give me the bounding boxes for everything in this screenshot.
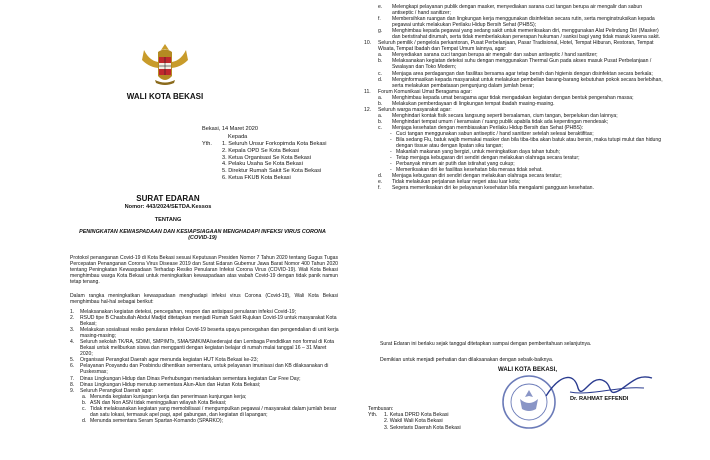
bullet-item: - Cuci tangan menggunakan sabun antiseptic / hand sanitizer setelah selesai beraktifitas; bbox=[390, 130, 594, 137]
right-instruction-list bbox=[364, 4, 664, 191]
sub-list-item: d. Menjaga kebugaran diri sendiri dengan melakukan olahraga secara teratur; bbox=[378, 173, 562, 180]
list-item: 11. Forum Komunikasi Umat Beragama agar: bbox=[364, 88, 472, 95]
left-instruction-list bbox=[70, 309, 340, 424]
recipient-list bbox=[222, 141, 326, 182]
list-item: 9. Seluruh Perangkat Daerah agar: bbox=[70, 387, 154, 394]
sub-list-item: f. Segera memeriksakan diri ke pelayanan kesehatan bila mengalami gangguan kesehatan. bbox=[378, 185, 594, 192]
list-item: 4. Seluruh sekolah TK/RA, SD/MI, SMP/MTs, SMA/SMK/MA/sederajat dan Lembaga Pendidikan non formal di Kota Bekasi untuk meliburkan siswa dan mengganti dengan kegiatan belajar di rumah mulai tanggal 16 – 31 Maret 2020; bbox=[70, 339, 335, 358]
closing-paragraph: Surat Edaran ini berlaku sejak tanggal ditetapkan sampai dengan pemberitahuan selanjutnya. bbox=[380, 341, 592, 347]
list-item: 2. RSUD tipe B Chasbullah Abdul Madjid ditetapkan menjadi Rumah Sakit Rujukan Covid-19 untuk masyarakat Kota Bekasi; bbox=[70, 315, 337, 328]
yth-label: Yth. bbox=[202, 141, 212, 147]
list-item: 7. Dinas Lingkungan Hidup dan Dinas Perhubungan meniadakan sementara kegiatan Car Free Day; bbox=[70, 375, 301, 382]
sub-list-item: a. Menghimbau kepada umat beragama agar tidak mengadakan kegiatan dengan bentuk pengerahan massa; bbox=[378, 94, 634, 101]
sub-list-item: a. Menunda kegiatan kunjungan kerja dan penerimaan kunjungan kerja; bbox=[82, 393, 247, 400]
bullet-item: - Perbanyak minum air putih dan istirahat yang cukup; bbox=[390, 161, 515, 168]
letter-subject: PENINGKATAN KEWASPADAAN DAN KESIAPSIAGAAN MENGHADAPI INFEKSI VIRUS CORONA (COVID-19) bbox=[79, 229, 326, 242]
bullet-item: - Makanlah makanan yang bergizi, untuk meningkatkan daya tahan tubuh; bbox=[390, 149, 560, 156]
sub-list-item: b. Melaksanakan kegiatan deteksi suhu dengan menggunakan Thermal Gun pada akses masuk Pusat Perbelanjaan / Swalayan dan Toko Modern; bbox=[378, 58, 652, 71]
sub-list-item: e. Melengkapi pelayanan publik dengan masker, menyediakan sarana cuci tangan berupa air mengalir dan sabun antiseptic / hand sanitizer; bbox=[378, 4, 643, 17]
tembusan-item: 1. Ketua DPRD Kota Bekasi bbox=[384, 412, 449, 419]
list-item: 1. Melaksanakan kegiatan deteksi, pencegahan, respon dan antisipasi penularan infeksi Covid-19; bbox=[70, 309, 297, 315]
list-item: 3. Melakukan sosialisasi resiko penularan infeksi Covid-19 beserta upaya pencegahan dan pengendalian di unit kerja masing-masing; bbox=[70, 327, 339, 340]
sub-list-item: a. Menyediakan sarana cuci tangan berupa air mengalir dan sabun antiseptic / hand sanitizer; bbox=[378, 52, 598, 59]
recipient-item: 2. Kepala OPD Se Kota Bekasi bbox=[222, 147, 300, 154]
recipient-item: 5. Direktur Rumah Sakit Se Kota Bekasi bbox=[222, 168, 322, 175]
sub-list-item: c. Tidak melaksanakan kegiatan yang memobilisasi / mengumpulkan pegawai / masyarakat dalam jumlah besar dan satu lokasi, termasuk apel pagi, apel gabungan, dan kegiatan di lapangan; bbox=[82, 405, 337, 418]
letter-title: SURAT EDARAN bbox=[136, 194, 200, 203]
tembusan-label: Tembusan: bbox=[368, 406, 394, 412]
kepada-label: Kepada bbox=[228, 134, 248, 140]
opening-paragraph: Protokol penanganan Covid-19 di Kota Bekasi sesuai Keputusan Presiden Nomor 7 Tahun 2020 tentang Gugus Tugas Percepatan Penanganan Corona Virus Disease 2019 dan Surat Edaran Gubernur Jawa Barat Nomor 400 Tahun 2020 tentang Peningkatan Kewaspadaan Terhadap Resiko Penularan Infeksi Corona Virus (COVID-19). Wali Kota Bekasi menghimbau warga Kota Bekasi untuk meningkatkan kewaspadaan atas wabah Covid-19 dengan tidak panik namun tetap tenang. bbox=[70, 255, 338, 286]
recipient-item: 6. Ketua FKUB Kota Bekasi bbox=[222, 174, 291, 181]
garuda-emblem-icon bbox=[138, 40, 192, 88]
tembusan-yth: Yth. bbox=[368, 412, 378, 419]
signatory-title: WALI KOTA BEKASI, bbox=[498, 367, 557, 373]
letter-number: Nomor: 443/2024/SETDA.Kessos bbox=[124, 204, 212, 210]
sub-list-item: g. Menghimbau kepada pegawai yang sedang sakit untuk memeriksakan diri, menggunakan Alat Pelindung Diri (Masker) dan beristirahat dirumah, serta tidak memberlakukan penerapan hukuman / sanksi bagi yang tidak masuk karena sakit. bbox=[378, 28, 661, 41]
sub-list-item: f. Membersihkan ruangan dan lingkungan kerja menggunakan disinfektan secara rutin, serta menginstruksikan kepada pegawai untuk melakukan Perilaku Hidup Bersih Sehat (PHBS); bbox=[378, 16, 655, 29]
letterhead-title: WALI KOTA BEKASI bbox=[126, 92, 204, 101]
list-item: 12. Seluruh warga masyarakat agar: bbox=[364, 106, 452, 113]
bullet-item: - Memeriksakan diri ke fasilitas kesehatan bila merasa tidak sehat. bbox=[390, 167, 543, 174]
tentang-label: TENTANG bbox=[154, 217, 182, 223]
sub-list-item: a. Menghindari kontak fisik secara langsung seperti bersalaman, cium tangan, berpelukan dan lainnya; bbox=[378, 112, 618, 119]
intro-paragraph: Dalam rangka meningkatkan kewaspadaan menghadapi infeksi virus Corona (Covid-19), Wali Kota Bekasi menghimbau hal-hal sebagai berikut: bbox=[70, 293, 338, 306]
tembusan-items bbox=[384, 412, 461, 431]
sub-list-item: b. Menghindari tempat umum / keramaian / ruang publik apabila tidak ada kepentingan mendesak; bbox=[378, 118, 609, 125]
signatory-name: Dr. RAHMAT EFFENDI bbox=[570, 396, 629, 402]
bullet-item: - Bila sedang Flu, batuk wajib memakai masker dan bila tiba-tiba akan batuk atau bersin, maka tutupi mulut dan hidung dengan tissue atau dengan lipatan siku tangan; bbox=[390, 137, 662, 150]
list-item: 8. Dinas Lingkungan Hidup menutup sementara Alun-Alun dan Hutan Kota Bekasi; bbox=[70, 381, 261, 388]
bullet-item: - Tetap menjaga kebugaran diri sendiri dengan melakukan olahraga secara teratur; bbox=[390, 155, 580, 162]
sub-list-item: d. Menunda sementara Seram Spartan-Komando (SPARKO); bbox=[82, 417, 223, 424]
list-item: 5. Organisasi Perangkat Daerah agar menunda kegiatan HUT Kota Bekasi ke-23; bbox=[70, 357, 259, 364]
list-item: 10. Seluruh pemilik / pengelola perkantoran, Pusat Perbelanjaan, Pasar Tradisional, Hotel, Tempat Hiburan, Restoran, Tempat Wisata, Tempat Ibadah dan Tempat Umum lainnya, agar: bbox=[364, 40, 654, 53]
closing-statement: Demikian untuk menjadi perhatian dan dilaksanakan dengan sebaik-baiknya. bbox=[380, 357, 554, 363]
tembusan-item: 3. Sekretaris Daerah Kota Bekasi bbox=[384, 424, 461, 431]
recipient-item: 1. Seluruh Unsur Forkopimda Kota Bekasi bbox=[222, 141, 327, 147]
sub-list-item: b. Melakukan pemberdayaan di lingkungan tempat ibadah masing-masing. bbox=[378, 100, 555, 107]
sub-list-item: b. ASN dan Non ASN tidak meninggalkan wilayah Kota Bekasi; bbox=[82, 399, 227, 406]
sub-list-item: e. Tidak melakukan perjalanan keluar negeri atau luar kota; bbox=[378, 179, 521, 186]
tembusan-list bbox=[368, 412, 461, 431]
sub-list-item: c. Menjaga kesehatan dengan membiasakan Perilaku Hidup Bersih dan Sehat (PHBS): bbox=[378, 124, 584, 131]
sub-list-item: c. Menjaga area perdagangan dan fasilitas bersama agar tetap bersih dan higienis dengan disinfektan secara berkala; bbox=[378, 70, 653, 77]
sub-list-item: d. Menginformasikan kepada masyarakat untuk melakukan pembelian barang-barang kebutuhan pokok secara berlebihan, serta melakukan pembatasan pengunjung dalam jumlah besar; bbox=[378, 76, 663, 89]
recipient-item: 3. Ketua Organisasi Se Kota Bekasi bbox=[222, 154, 311, 161]
tembusan-item: 2. Wakil Wali Kota Bekasi bbox=[384, 418, 443, 425]
recipient-item: 4. Pelaku Usaha Se Kota Bekasi bbox=[222, 161, 303, 168]
tembusan-block bbox=[368, 406, 461, 431]
letter-date: Bekasi, 14 Maret 2020 bbox=[202, 126, 258, 132]
list-item: 6. Pelayanan Posyandu dan Posbindu dihentikan sementara, untuk pelayanan imunisasi dan KB dilaksanakan di Puskesmas; bbox=[70, 363, 329, 376]
